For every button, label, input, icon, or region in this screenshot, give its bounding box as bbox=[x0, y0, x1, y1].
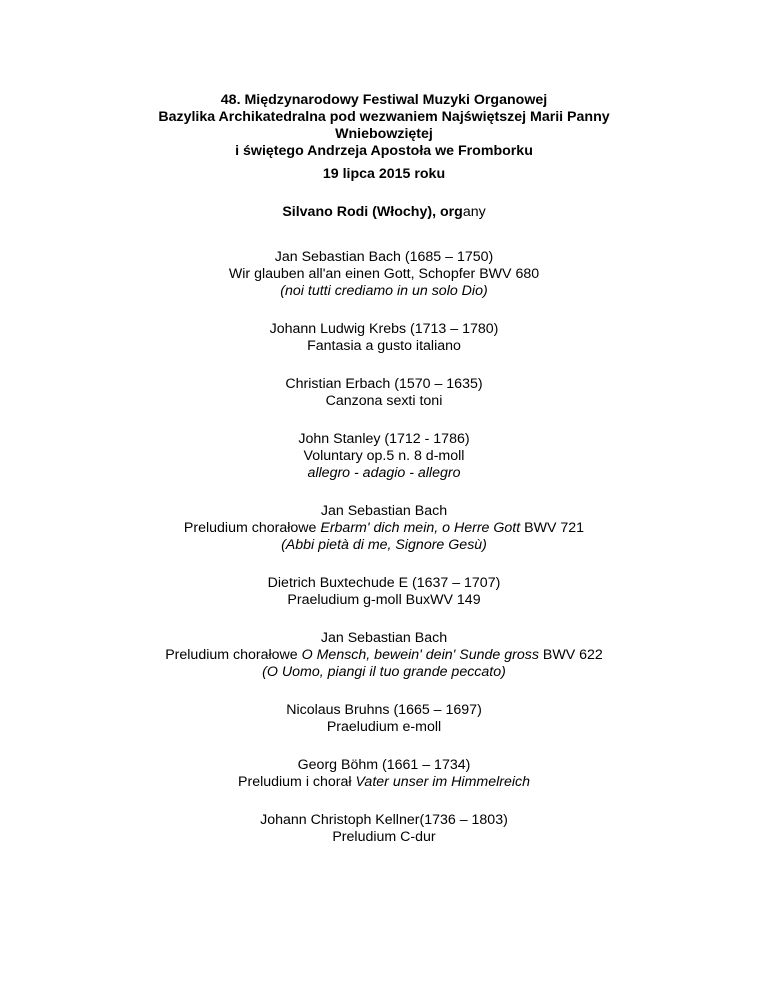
piece-title bbox=[0, 647, 768, 664]
piece-title-suffix: BWV 622 bbox=[538, 647, 603, 663]
program-list bbox=[0, 249, 768, 867]
piece-subtitle: (noi tutti crediamo in un solo Dio) bbox=[280, 283, 488, 299]
venue-line-1: Bazylika Archikatedralna pod wezwaniem Najświętszej Marii Panny bbox=[158, 109, 610, 125]
concert-date: 19 lipca 2015 roku bbox=[322, 166, 446, 182]
piece-title-prefix: Preludium i chorał bbox=[238, 774, 356, 790]
program-item bbox=[0, 431, 768, 482]
piece-subtitle: allegro - adagio - allegro bbox=[307, 465, 461, 481]
composer: John Stanley (1712 - 1786) bbox=[298, 431, 470, 447]
performer-instrument-suffix: any bbox=[462, 204, 486, 220]
program-item bbox=[0, 376, 768, 410]
piece-title-italic: O Mensch, bewein' dein' Sunde gross bbox=[301, 647, 539, 663]
composer: Johann Christoph Kellner(1736 – 1803) bbox=[260, 812, 508, 828]
piece-title-suffix: BWV 721 bbox=[520, 520, 585, 536]
program-item bbox=[0, 757, 768, 791]
piece-title-prefix: Preludium chorałowe bbox=[183, 520, 321, 536]
program-item bbox=[0, 249, 768, 300]
composer: Jan Sebastian Bach bbox=[320, 630, 448, 646]
piece-subtitle: (O Uomo, piangi il tuo grande peccato) bbox=[262, 664, 506, 680]
piece-title bbox=[0, 520, 768, 537]
piece-subtitle: (Abbi pietà di me, Signore Gesù) bbox=[281, 537, 487, 553]
composer: Dietrich Buxtechude E (1637 – 1707) bbox=[267, 575, 501, 591]
piece-title: Preludium C-dur bbox=[332, 829, 436, 845]
program-item bbox=[0, 575, 768, 609]
composer: Christian Erbach (1570 – 1635) bbox=[285, 376, 483, 392]
piece-title: Wir glauben all'an einen Gott, Schopfer BWV 680 bbox=[228, 266, 540, 282]
piece-title: Voluntary op.5 n. 8 d-moll bbox=[303, 448, 465, 464]
piece-title-italic: Erbarm' dich mein, o Herre Gott bbox=[320, 520, 521, 536]
piece-title: Canzona sexti toni bbox=[325, 393, 443, 409]
piece-title: Fantasia a gusto italiano bbox=[307, 338, 461, 354]
piece-title: Praeludium g-moll BuxWV 149 bbox=[287, 592, 481, 608]
program-item bbox=[0, 503, 768, 554]
program-item bbox=[0, 812, 768, 846]
performer-line bbox=[0, 204, 768, 221]
composer: Jan Sebastian Bach (1685 – 1750) bbox=[274, 249, 494, 265]
program-item bbox=[0, 321, 768, 355]
piece-title bbox=[0, 774, 768, 791]
festival-title: 48. Międzynarodowy Festiwal Muzyki Organowej bbox=[220, 92, 548, 108]
program-item bbox=[0, 702, 768, 736]
festival-header bbox=[0, 92, 768, 160]
composer: Georg Böhm (1661 – 1734) bbox=[297, 757, 471, 773]
program-item bbox=[0, 630, 768, 681]
composer: Jan Sebastian Bach bbox=[320, 503, 448, 519]
piece-title-italic: Vater unser im Himmelreich bbox=[355, 774, 530, 790]
performer-name: Silvano Rodi (Włochy), org bbox=[282, 204, 463, 220]
composer: Nicolaus Bruhns (1665 – 1697) bbox=[286, 702, 482, 718]
piece-title: Praeludium e-moll bbox=[326, 719, 442, 735]
composer: Johann Ludwig Krebs (1713 – 1780) bbox=[269, 321, 499, 337]
piece-title-prefix: Preludium chorałowe bbox=[165, 647, 302, 663]
venue-line-3: i świętego Andrzeja Apostoła we Fromborku bbox=[235, 143, 533, 159]
venue-line-2: Wniebowziętej bbox=[335, 126, 433, 142]
